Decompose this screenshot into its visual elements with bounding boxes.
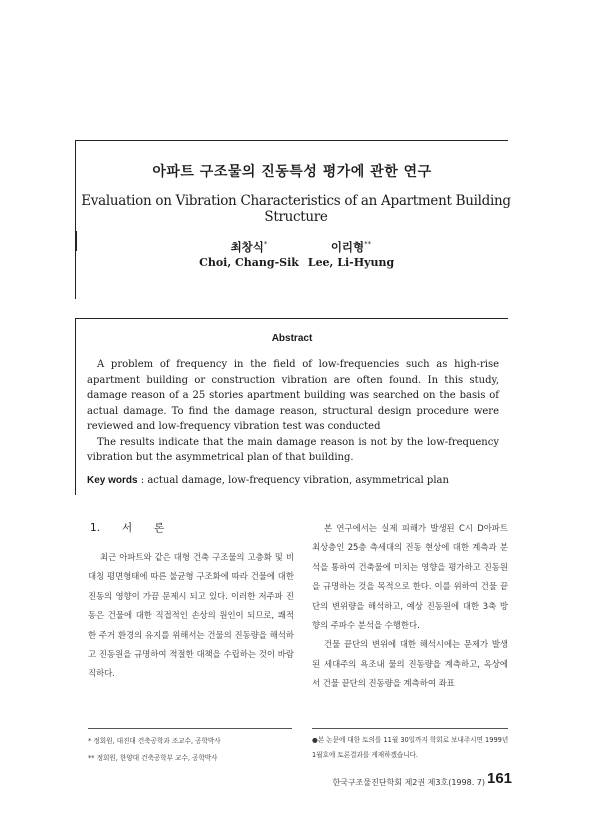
abstract-body [87, 357, 499, 466]
title-box [75, 140, 511, 299]
abstract-heading: Abstract [271, 333, 313, 344]
keywords [87, 475, 507, 486]
footnote-rule-right [312, 728, 508, 729]
author-1-name-ko: 최창식 [230, 240, 264, 254]
abstract-box [75, 318, 508, 495]
keywords-text: : actual damage, low-frequency vibration, asymmetrical plan [140, 475, 449, 486]
section-title: 서론 [122, 522, 187, 534]
author-2-mark: ** [364, 240, 372, 249]
author-2 [296, 239, 406, 269]
right-body-paragraph-2: 건물 끝단의 변위에 대한 해석시에는 문제가 발생된 세대주의 욕조내 물의 진동량을 계측하고, 옥상에서 건물 끝단의 진동량을 계측하여 좌표 [312, 639, 508, 689]
keywords-label: Key words [87, 475, 138, 486]
section-number: 1. [90, 522, 101, 534]
section-heading [90, 520, 186, 535]
page-number: 161 [487, 770, 513, 787]
author-1-name-en: Choi, Chang-Sik [199, 256, 299, 269]
left-column [88, 548, 294, 684]
author-1-mark: * [263, 240, 268, 249]
footnote-1: * 정회원, 대진대 건축공학과 조교수, 공학박사 [88, 737, 221, 745]
paper-title-korean: 아파트 구조물의 진동특성 평가에 관한 연구 [152, 164, 432, 180]
box-tick [75, 231, 77, 251]
footnote-2: ** 정회원, 한양대 건축공학부 교수, 공학박사 [88, 754, 218, 762]
author-1 [194, 239, 304, 269]
paper-title-english: Evaluation on Vibration Characteristics of an Apartment Building Structure [81, 193, 511, 225]
footnote-discussion: ●본 논문에 대한 토의를 11월 30일까지 학회로 보내주시면 1999년 1월호에 토론결과를 게재하겠습니다. [312, 736, 509, 759]
footnote-rule-left [88, 728, 292, 729]
left-body-paragraph: 최근 아파트와 같은 대형 건축 구조물의 고층화 및 비대칭 평면형태에 따른 불균형 구조화에 따라 건물에 대한 진동의 영향이 가끔 문제시 되고 있다. 이러한 저주파 진동은 건물에 대한 직접적인 손상의 원인이 되므로, 쾌적한 주거 환경의 유지를 위해서는 건물의 진동량을 해석하고 진동원을 규명하여 적절한 대책을 수립하는 것이 바람직하다. [88, 552, 294, 679]
author-2-name-en: Lee, Li-Hyung [307, 256, 395, 269]
abstract-paragraph-1: A problem of frequency in the field of low-frequencies such as high-rise apartment building or construction vibration are often found. In this study, damage reason of a 25 stories apartment building was searched on the basis of actual damage. To find the damage reason, structural design procedure were reviewed and low-frequency vibration test was conducted [87, 359, 499, 432]
author-2-name-ko: 이리형 [330, 240, 365, 254]
abstract-paragraph-2: The results indicate that the main damage reason is not by the low-frequency vibration but the asymmetrical plan of that building. [87, 436, 499, 463]
footnotes-left [88, 733, 298, 767]
running-footer: 한국구조물진단학회 제2권 제3호(1998. 7) [332, 778, 485, 787]
right-body-paragraph-1: 본 연구에서는 실제 피해가 발생된 C시 D아파트 최상층인 25층 측세대의 진동 현상에 대한 계측과 분석을 통하여 건축물에 미치는 영향을 평가하고 진동원을 규명하는 것을 목적으로 한다. 이를 위하여 건물 끝단의 변위량을 해석하고, 예상 진동원에 대한 3축 방향의 주파수 분석을 수행한다. [312, 523, 508, 631]
right-column [312, 519, 508, 694]
